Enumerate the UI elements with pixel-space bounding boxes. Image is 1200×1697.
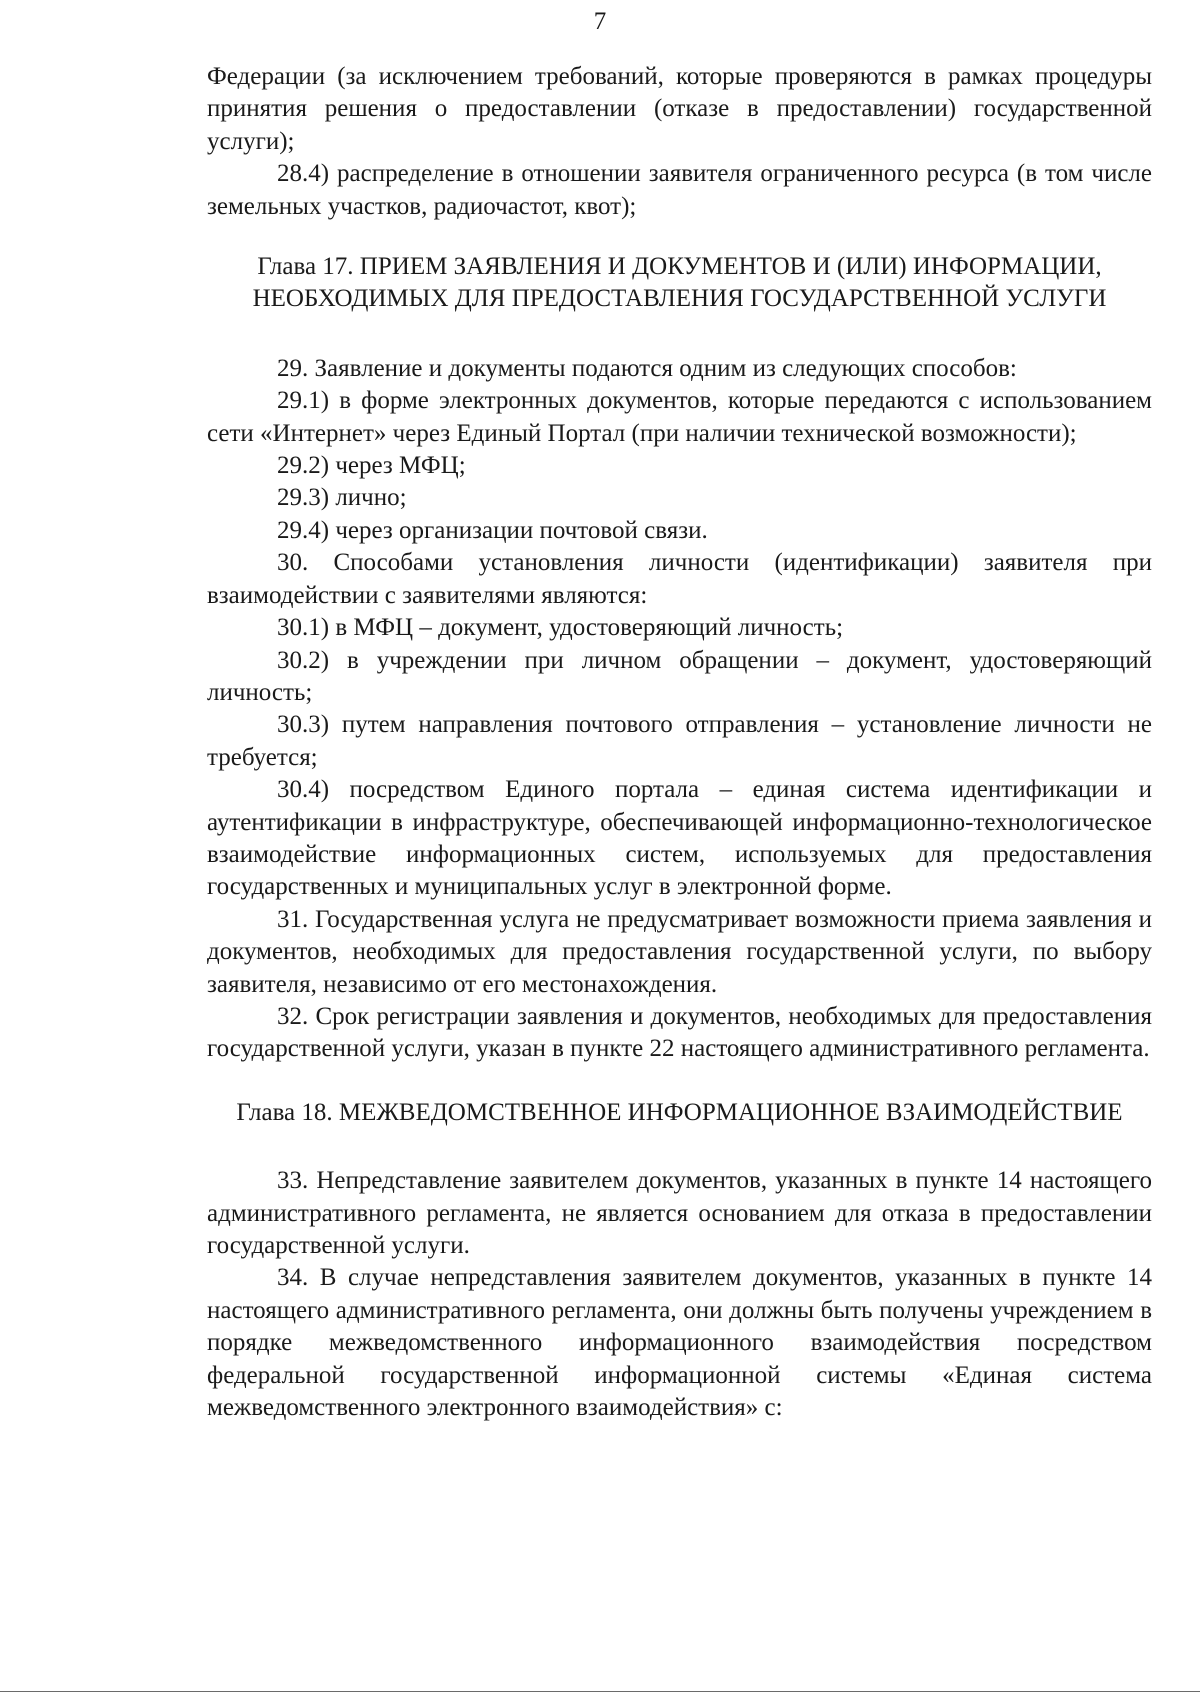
chapter-18-heading: Глава 18. МЕЖВЕДОМСТВЕННОЕ ИНФОРМАЦИОННОЕ ВЗАИМОДЕЙСТВИЕ — [236, 1098, 1123, 1126]
paragraph-29-1: 29.1) в форме электронных документов, которые передаются с использованием сети «Интернет» через Единый Портал (при наличии технической возможности); — [207, 387, 1152, 447]
paragraph-33: 33. Непредставление заявителем документов, указанных в пункте 14 настоящего административного регламента, не является основанием для отказа в предоставлении государственной услуги. — [207, 1167, 1152, 1259]
paragraph-31: 31. Государственная услуга не предусматривает возможности приема заявления и документов, необходимых для предоставления государственной услуги, по выбору заявителя, независимо от его местонахождения. — [207, 905, 1152, 998]
paragraph-29-4: 29.4) через организации почтовой связи. — [277, 516, 708, 544]
document-body — [207, 61, 1152, 1424]
paragraph-29: 29. Заявление и документы подаются одним из следующих способов: — [277, 354, 1017, 382]
paragraph-29-2: 29.2) через МФЦ; — [277, 452, 466, 480]
page-number: 7 — [593, 8, 607, 35]
paragraph-continuation: Федерации (за исключением требований, которые проверяются в рамках процедуры принятия решения о предоставлении (отказе в предоставлении) государственной услуги); — [207, 63, 1152, 155]
page-bottom-edge — [0, 1691, 1200, 1692]
paragraph-28-4: 28.4) распределение в отношении заявителя ограниченного ресурса (в том числе земельных участков, радиочастот, квот); — [207, 160, 1152, 220]
paragraph-30-1: 30.1) в МФЦ – документ, удостоверяющий личность; — [277, 614, 844, 642]
paragraph-34: 34. В случае непредставления заявителем документов, указанных в пункте 14 настоящего административного регламента, они должны быть получены учреждением в порядке межведомственного информационного взаимодействия посредством федеральной государственной информационной системы «Единая система межведомственного электронного взаимодействия» с: — [207, 1264, 1152, 1422]
paragraph-30-2: 30.2) в учреждении при личном обращении – документ, удостоверяющий личность; — [207, 646, 1152, 706]
paragraph-32: 32. Срок регистрации заявления и документов, необходимых для предоставления государственной услуги, указан в пункте 22 настоящего административного регламента. — [207, 1002, 1152, 1063]
chapter-17-heading: Глава 17. ПРИЕМ ЗАЯВЛЕНИЯ И ДОКУМЕНТОВ И (ИЛИ) ИНФОРМАЦИИ, НЕОБХОДИМЫХ ДЛЯ ПРЕДОСТАВЛЕНИЯ ГОСУДАРСТВЕННОЙ УСЛУГИ — [252, 253, 1107, 313]
paragraph-29-3: 29.3) лично; — [277, 484, 407, 512]
paragraph-30: 30. Способами установления личности (идентификации) заявителя при взаимодействии с заявителями являются: — [207, 549, 1152, 609]
paragraph-30-3: 30.3) путем направления почтового отправления – установление личности не требуется; — [207, 711, 1152, 771]
paragraph-30-4: 30.4) посредством Единого портала – единая система идентификации и аутентификации в инфраструктуре, обеспечивающей информационно-технологическое взаимодействие информационных систем, используемых для предоставления государственных и муниципальных услуг в электронной форме. — [207, 776, 1152, 901]
